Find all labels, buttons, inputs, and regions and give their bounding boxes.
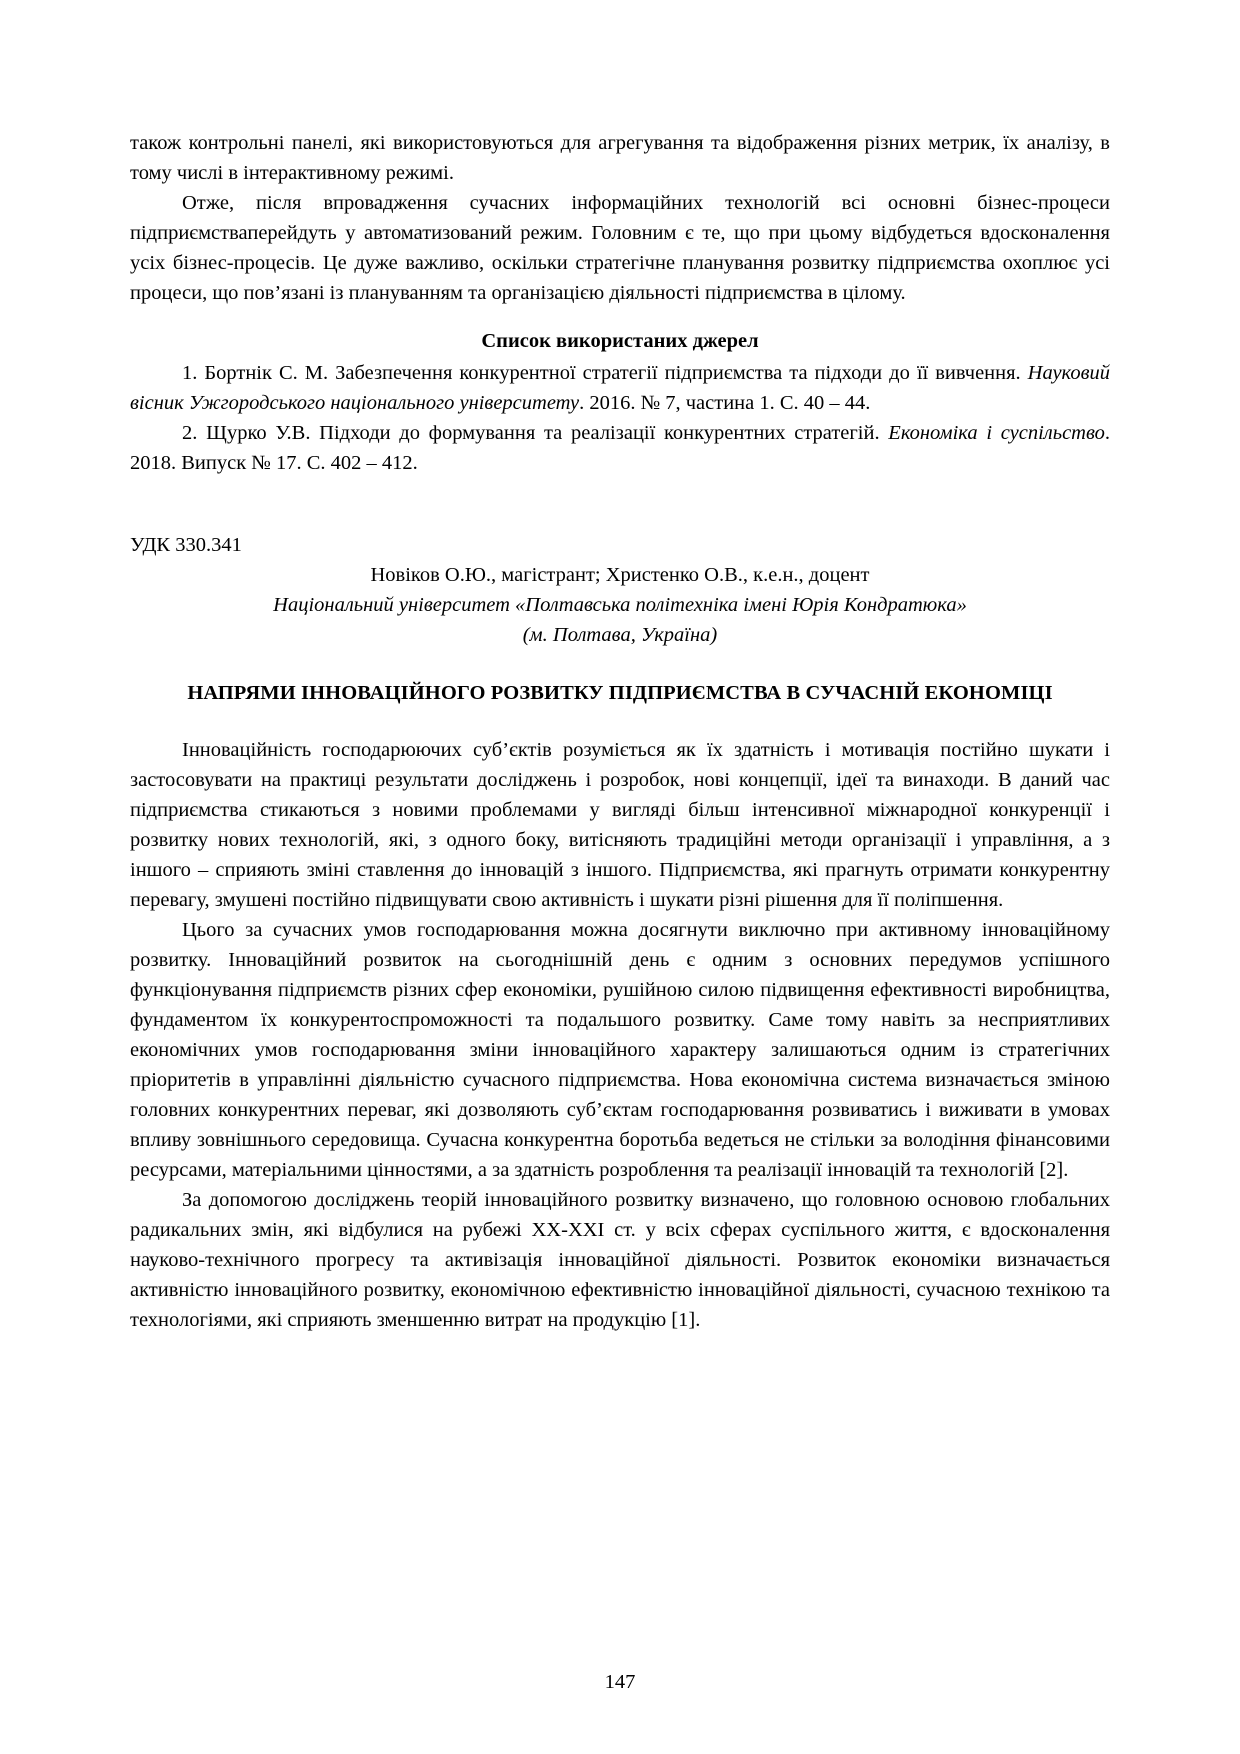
references-list bbox=[130, 358, 1110, 478]
reference-suffix: . 2016. № 7, частина 1. С. 40 – 44. bbox=[579, 392, 871, 415]
reference-prefix: 2. Щурко У.В. Підходи до формування та реалізації конкурентних стратегій. bbox=[182, 422, 889, 445]
article-body bbox=[130, 735, 1110, 1336]
paragraph-conclusion: Отже, після впровадження сучасних інформаційних технологій всі основні бізнес-процеси підприємстваперейдуть у автоматизований режим. Головним є те, що при цьому відбудеться вдосконалення усіх бізнес-процесів. Це дуже важливо, оскільки стратегічне планування розвитку підприємства охоплює усі процеси, що пов’язані із плануванням та організацією діяльності підприємства в цілому. bbox=[130, 192, 1110, 305]
reference-item bbox=[130, 418, 1110, 478]
udk-code: УДК 330.341 bbox=[130, 534, 242, 557]
article-affiliation: Національний університет «Полтавська політехніка імені Юрія Кондратюка» bbox=[273, 594, 967, 617]
reference-suffix: . 2018. Випуск № 17. С. 402 – 412. bbox=[130, 422, 1110, 475]
paragraph-continued: також контрольні панелі, які використовуються для агрегування та відображення різних метрик, їх аналізу, в тому числі в інтерактивному режимі. bbox=[130, 132, 1110, 185]
article-city: (м. Полтава, Україна) bbox=[522, 624, 718, 647]
reference-prefix: 1. Бортнік С. М. Забезпечення конкурентної стратегії підприємства та підходи до її вивчення. bbox=[182, 362, 1028, 385]
continued-text-section bbox=[130, 128, 1110, 308]
reference-source-title: Економіка і суспільство bbox=[888, 422, 1105, 445]
reference-source-title: Науковий вісник Ужгородського національного університету bbox=[130, 362, 1110, 415]
references-heading: Список використаних джерел bbox=[481, 330, 759, 353]
reference-item bbox=[130, 358, 1110, 418]
article-title: НАПРЯМИ ІННОВАЦІЙНОГО РОЗВИТКУ ПІДПРИЄМСТВА В СУЧАСНІЙ ЕКОНОМІЦІ bbox=[187, 682, 1053, 705]
article-paragraph: За допомогою досліджень теорій інноваційного розвитку визначено, що головною основою глобальних радикальних змін, які відбулися на рубежі XX-XXI ст. у всіх сферах суспільного життя, є вдосконалення науково-технічного прогресу та активізація інноваційної діяльності. Розвиток економіки визначається активністю інноваційного розвитку, економічною ефективністю інноваційної діяльності, сучасною технікою та технологіями, які сприяють зменшенню витрат на продукцію [1]. bbox=[130, 1188, 1110, 1332]
section-divider bbox=[130, 478, 1110, 530]
article-authors: Новіков О.Ю., магістрант; Христенко О.В., к.е.н., доцент bbox=[370, 564, 870, 587]
article-paragraph: Інноваційність господарюючих суб’єктів розуміється як їх здатність і мотивація постійно шукати і застосовувати на практиці результати досліджень і розробок, нові концепції, ідеї та винаходи. В даний час підприємства стикаються з новими проблемами у вигляді більш інтенсивної міжнародної конкуренції і розвитку нових технологій, які, з одного боку, витісняють традиційні методи організації і управління, а з іншого – сприяють зміні ставлення до інновацій з іншого. Підприємства, які прагнуть отримати конкурентну перевагу, змушені постійно підвищувати свою активність і шукати різні рішення для її поліпшення. bbox=[130, 738, 1110, 911]
article-paragraph: Цього за сучасних умов господарювання можна досягнути виключно при активному інноваційному розвитку. Інноваційний розвиток на сьогоднішній день є одним з основних передумов успішного функціонування підприємств різних сфер економіки, рушійною силою підвищення ефективності виробництва, фундаментом їх конкурентоспроможності та подальшого розвитку. Саме тому навіть за несприятливих економічних умов господарювання зміни інноваційного характеру залишаються одним із стратегічних пріоритетів в управлінні діяльністю сучасного підприємства. Нова економічна система визначається зміною головних конкурентних переваг, які дозволяють суб’єктам господарювання розвиватись і виживати в умовах впливу зовнішнього середовища. Сучасна конкурентна боротьба ведеться не стільки за володіння фінансовими ресурсами, матеріальними цінностями, а за здатність розроблення та реалізації інновацій та технологій [2]. bbox=[130, 918, 1110, 1181]
page-number: 147 bbox=[604, 1671, 636, 1693]
